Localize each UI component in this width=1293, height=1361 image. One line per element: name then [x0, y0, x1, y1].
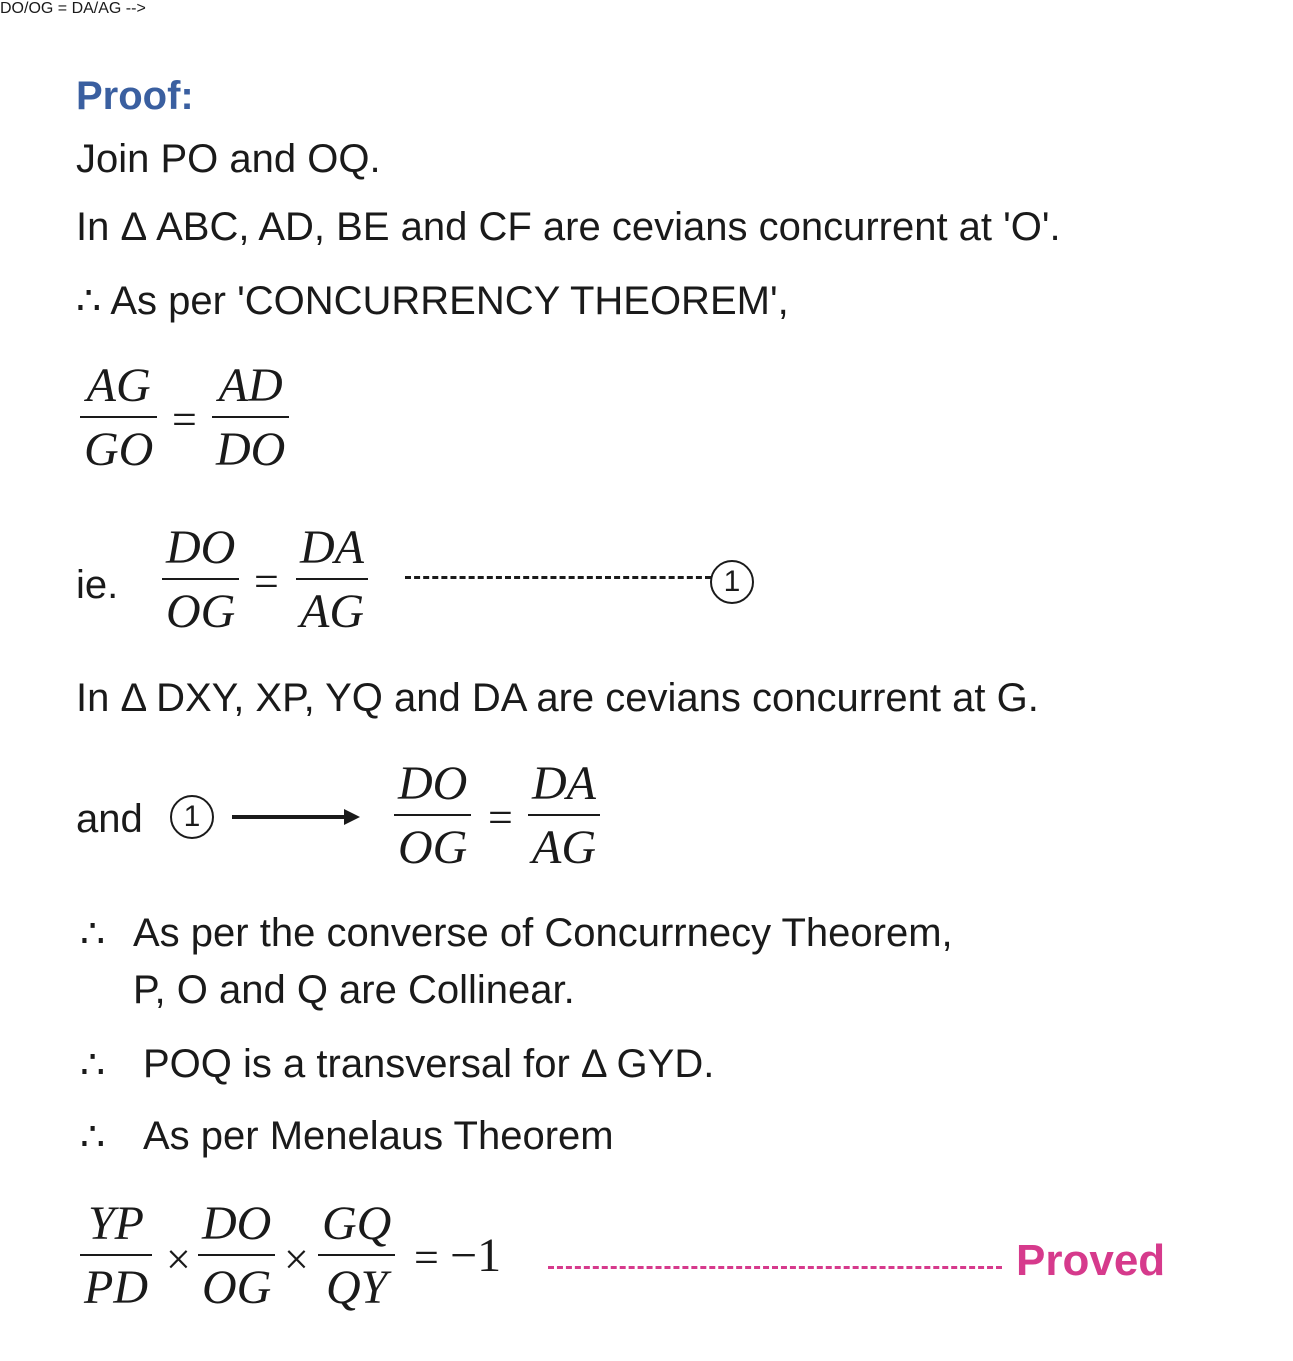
dashed-leader: [405, 576, 711, 579]
fraction-do-og: [394, 756, 471, 876]
equals-sign: =: [488, 793, 513, 842]
fraction-bar: [394, 814, 471, 816]
ie-label: ie.: [76, 563, 119, 607]
fraction-do-og: [162, 520, 239, 640]
fraction-bar: [318, 1254, 395, 1256]
denominator: DO: [216, 423, 286, 476]
fraction-ad-do: [212, 358, 289, 478]
result-value: −1: [450, 1229, 502, 1282]
times-sign: ×: [284, 1235, 309, 1284]
numerator: AD: [218, 359, 283, 412]
times-sign: ×: [166, 1235, 191, 1284]
numerator: AG: [86, 359, 151, 412]
denominator: GO: [84, 423, 154, 476]
fraction-do-og: [198, 1196, 275, 1316]
fraction-bar: [528, 814, 600, 816]
denominator: AG: [532, 821, 596, 874]
line-menelaus: As per Menelaus Theorem: [143, 1114, 614, 1158]
fraction-yp-pd: [80, 1196, 152, 1316]
right-arrow-icon: [230, 806, 362, 828]
denominator: AG: [300, 585, 364, 638]
proved-dashed-leader: [548, 1266, 1002, 1269]
therefore-icon: ∴: [80, 1043, 106, 1087]
numerator: DO: [202, 1197, 272, 1250]
line-dxy: In Δ DXY, XP, YQ and DA are cevians concurrent at G.: [76, 676, 1039, 720]
fraction-bar: [80, 1254, 152, 1256]
numerator: YP: [87, 1197, 144, 1250]
line-transversal: POQ is a transversal for Δ GYD.: [143, 1042, 715, 1086]
denominator: OG: [202, 1261, 272, 1314]
line-collinear: P, O and Q are Collinear.: [133, 968, 575, 1012]
equals-sign: =: [414, 1233, 439, 1282]
numerator: DO: [398, 757, 468, 810]
and-label: and: [76, 797, 143, 841]
line-abc: In Δ ABC, AD, BE and CF are cevians concurrent at 'O'.: [76, 205, 1061, 249]
denominator: OG: [166, 585, 236, 638]
equals-sign: =: [254, 557, 279, 606]
fraction-bar: [162, 578, 239, 580]
equation-ref-circle-1: 1: [170, 795, 214, 839]
denominator: OG: [398, 821, 468, 874]
equation-ref-circle-1: 1: [710, 560, 754, 604]
fraction-da-ag: [296, 520, 368, 640]
fraction-bar: [198, 1254, 275, 1256]
proof-heading: Proof:: [76, 74, 194, 118]
denominator: QY: [325, 1261, 388, 1314]
therefore-icon: ∴: [80, 912, 106, 956]
fraction-bar: [212, 416, 289, 418]
numerator: DA: [300, 521, 364, 574]
line-join: Join PO and OQ.: [76, 137, 381, 181]
numerator: GQ: [322, 1197, 392, 1250]
denominator: PD: [84, 1261, 148, 1314]
numerator: DA: [532, 757, 596, 810]
line-concurrency-theorem: ∴ As per 'CONCURRENCY THEOREM',: [76, 279, 789, 323]
numerator: DO: [166, 521, 236, 574]
fraction-bar: [296, 578, 368, 580]
fraction-da-ag: [528, 756, 600, 876]
equals-sign: =: [172, 395, 197, 444]
fraction-bar: [80, 416, 157, 418]
proved-label: Proved: [1016, 1236, 1166, 1285]
line-converse: As per the converse of Concurrnecy Theorem,: [133, 911, 953, 955]
fraction-gq-qy: [318, 1196, 395, 1316]
therefore-icon: ∴: [80, 1115, 106, 1159]
fraction-ag-go: [80, 358, 157, 478]
